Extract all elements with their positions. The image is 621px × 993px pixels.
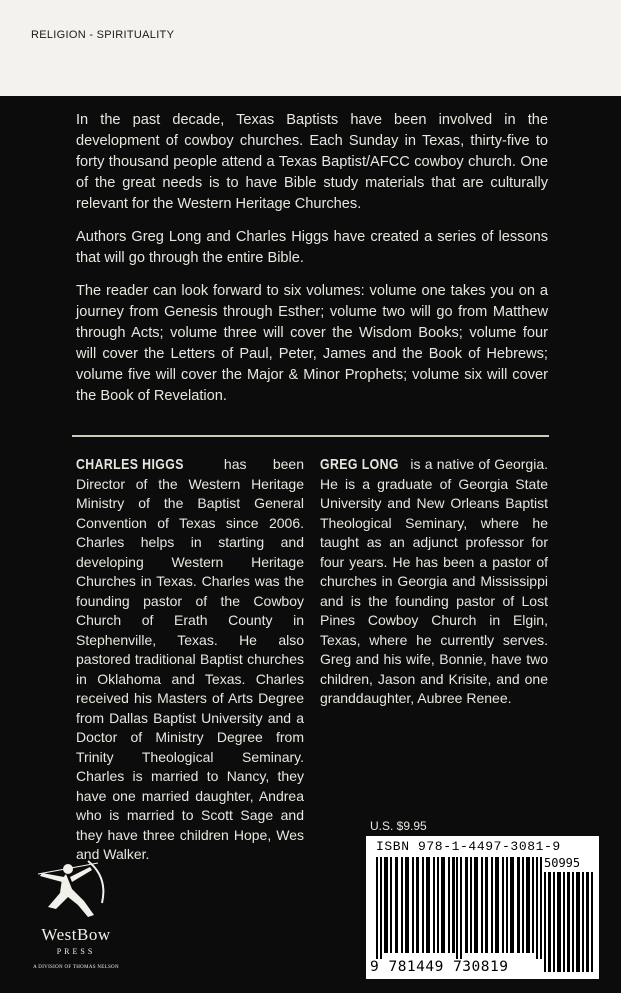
logo-press: PRESS xyxy=(56,947,96,956)
category-label: RELIGION - SPIRITUALITY xyxy=(31,29,175,41)
author-bio: has been Director of the Western Heritage Ministry of the Baptist General Convention of Texas since 2006. Charles helps in starting and developing Western Heritage Churches in Texas. Charles was the founding pastor of the Cowboy Church of Erath County in Stephenville, Texas. He also pastored traditional Baptist churches in Oklahoma and Texas. Charles received his Masters of Arts Degree from Dallas Baptist University and a Doctor of Ministry Degree from Trinity Theological Seminary. Charles is married to Nancy, they have one married daughter, Andrea who is married to Scott Sage and they have three children Hope, Wes and Walker. xyxy=(76,456,305,862)
bio-greg-long xyxy=(320,455,548,709)
barcode xyxy=(366,836,599,979)
price: U.S. $9.95 xyxy=(370,819,427,833)
logo-division: A DIVISION OF THOMAS NELSON xyxy=(33,965,119,970)
blurb-paragraph: Authors Greg Long and Charles Higgs have created a series of lessons that will go through the entire Bible. xyxy=(76,229,548,266)
author-bio: is a native of Georgia. He is a graduate of Georgia State University and New Orleans Baptist Theological Seminary, where he taught as an adjunct professor for four years. He has been a pastor of churches in Georgia and Mississippi and is the founding pastor of Lost Pines Cowboy Church in Elgin, Texas, where he currently serves. Greg and his wife, Bonnie, have two children, Jason and Krisite, and one granddaughter, Aubree Renee. xyxy=(320,456,549,706)
author-name: GREG LONG xyxy=(320,456,399,473)
author-name: CHARLES HIGGS xyxy=(76,456,184,473)
divider xyxy=(72,435,549,437)
addon-barcode-bars xyxy=(544,872,594,972)
ean-barcode-bars xyxy=(374,857,542,959)
blurb-paragraph: In the past decade, Texas Baptists have been involved in the development of cowboy churches. Each Sunday in Texas, thirty-five to forty thousand people attend a Texas Baptist/AFCC cowboy church. One of the great needs is to have Bible study materials that are culturally relevant for the Western Heritage Churches. xyxy=(76,112,548,212)
isbn-number: ISBN 978-1-4497-3081-9 xyxy=(376,839,561,854)
logo-wordmark: WestBow xyxy=(41,925,111,944)
addon-digits: 50995 xyxy=(544,856,581,870)
blurb-paragraph: The reader can look forward to six volumes: volume one takes you on a journey from Genesis through Esther; volume two will go from Matthew through Acts; volume three will cover the Wisdom Books; volume four will cover the Letters of Paul, Peter, James and the Book of Hebrews; volume five will cover the Major & Minor Prophets; volume six will cover the Book of Revelation. xyxy=(76,283,548,404)
ean-digits: 9 781449 730819 xyxy=(370,959,509,975)
archer-icon xyxy=(28,855,124,925)
top-band xyxy=(0,0,621,96)
blurb xyxy=(76,110,548,419)
bio-charles-higgs xyxy=(76,455,304,865)
westbow-logo xyxy=(28,855,124,980)
